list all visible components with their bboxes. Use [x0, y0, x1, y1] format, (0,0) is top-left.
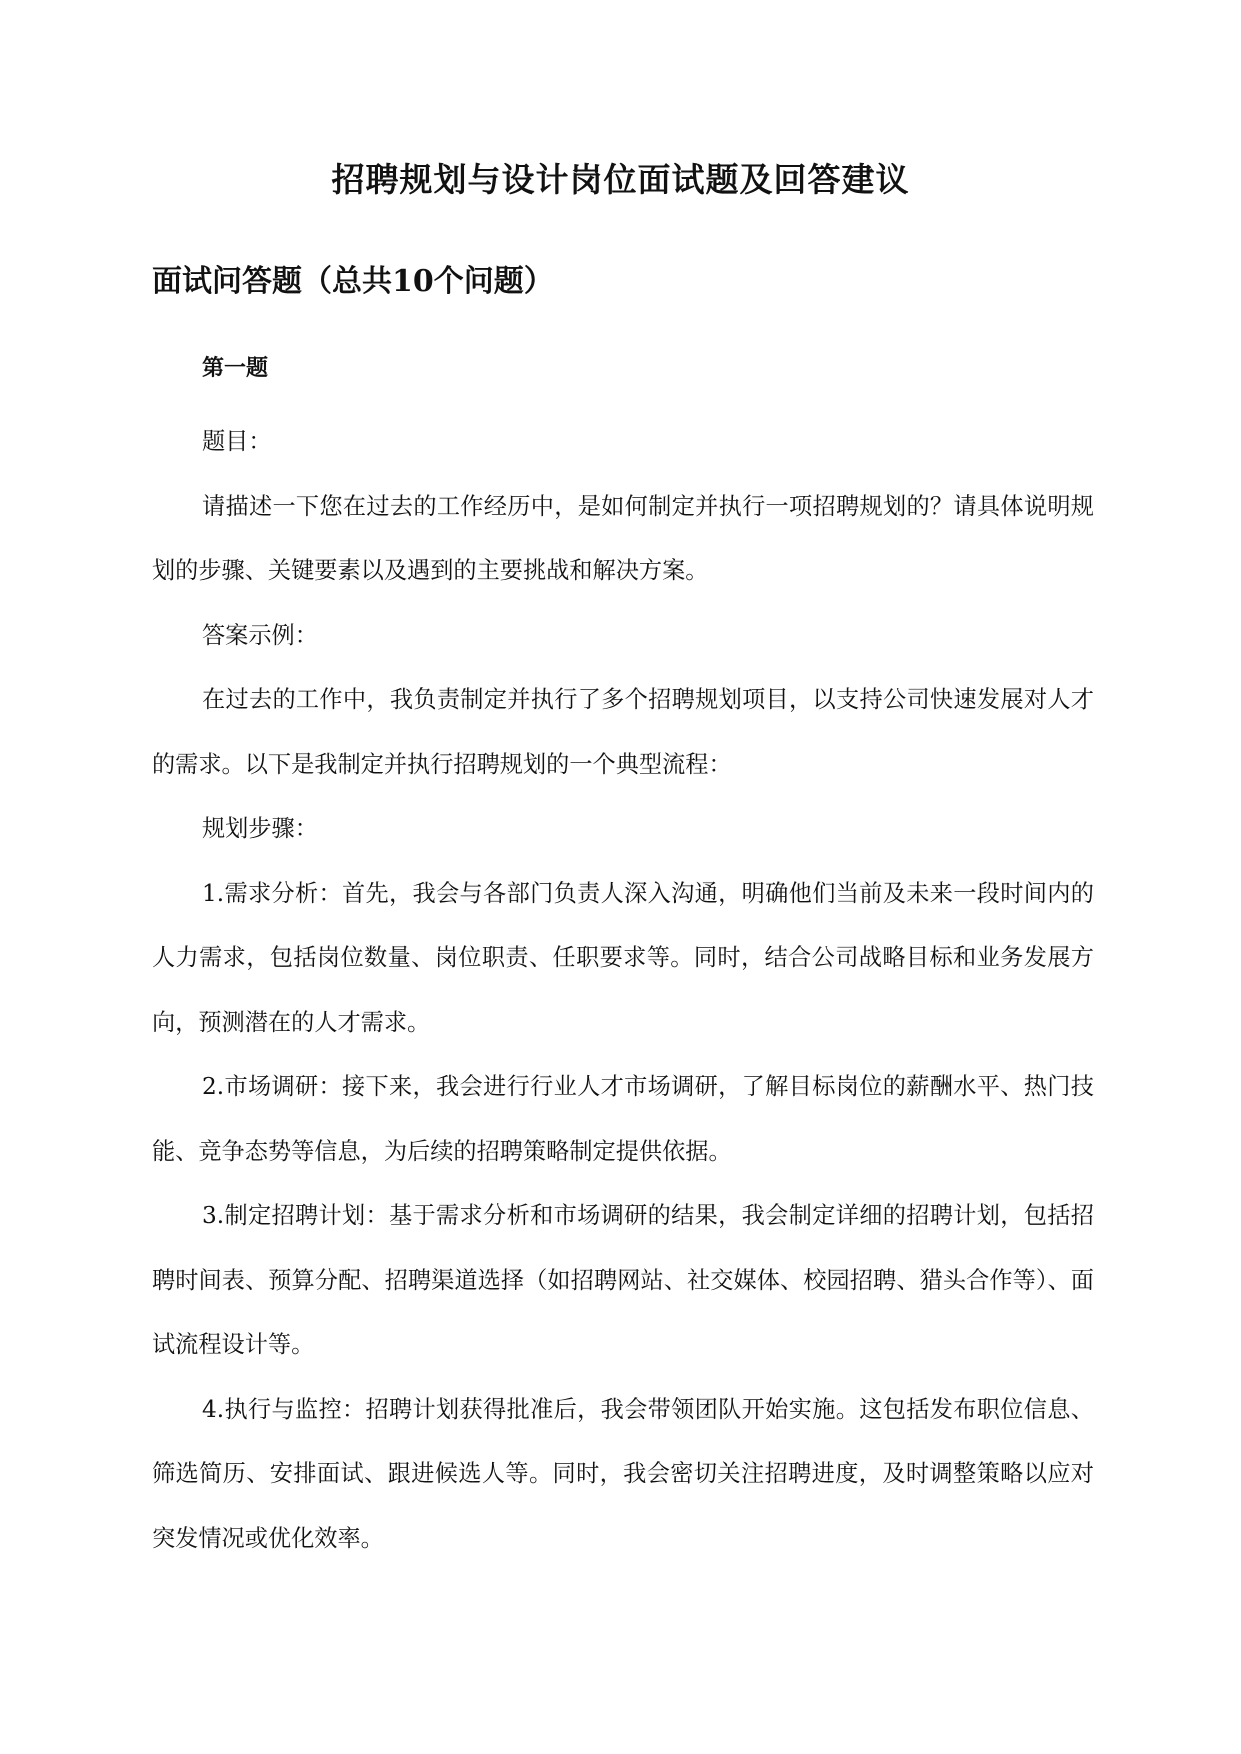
answer-label: 答案示例： [202, 621, 318, 649]
step-1-paragraph: 1.需求分析：首先，我会与各部门负责人深入沟通，明确他们当前及未来一段时间内的人力需求，包括岗位数量、岗位职责、任职要求等。同时，结合公司战略目标和业务发展方向，预测潜在的人才需求。 [152, 879, 1094, 1036]
step-2-paragraph: 2.市场调研：接下来，我会进行行业人才市场调研，了解目标岗位的薪酬水平、热门技能、竞争态势等信息，为后续的招聘策略制定提供依据。 [152, 1073, 1094, 1165]
step-3-paragraph: 3.制定招聘计划：基于需求分析和市场调研的结果，我会制定详细的招聘计划，包括招聘时间表、预算分配、招聘渠道选择（如招聘网站、社交媒体、校园招聘、猎头合作等）、面试流程设计等。 [152, 1202, 1094, 1358]
steps-label: 规划步骤： [202, 815, 318, 842]
question-heading: 第一题 [202, 355, 269, 381]
document-title: 招聘规划与设计岗位面试题及回答建议 [331, 160, 910, 199]
step-4-paragraph: 4.执行与监控：招聘计划获得批准后，我会带领团队开始实施。这包括发布职位信息、筛选简历、安排面试、跟进候选人等。同时，我会密切关注招聘进度，及时调整策略以应对突发情况或优化效率。 [152, 1395, 1094, 1552]
question-label: 题目： [202, 428, 272, 455]
question-text: 请描述一下您在过去的工作经历中，是如何制定并执行一项招聘规划的？请具体说明规划的步骤、关键要素以及遇到的主要挑战和解决方案。 [152, 492, 1094, 584]
section-heading: 面试问答题（总共10个问题） [152, 264, 554, 299]
document-body [152, 410, 1094, 1571]
answer-intro: 在过去的工作中，我负责制定并执行了多个招聘规划项目，以支持公司快速发展对人才的需求。以下是我制定并执行招聘规划的一个典型流程： [152, 686, 1094, 778]
